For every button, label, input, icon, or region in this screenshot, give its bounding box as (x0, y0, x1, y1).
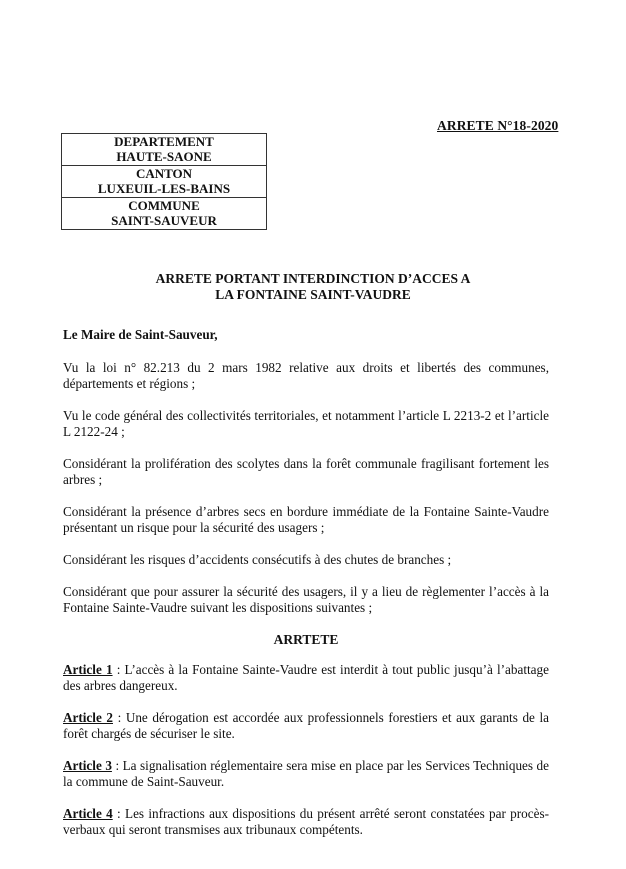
article-label: Article 3 (63, 758, 112, 773)
canton-value: LUXEUIL-LES-BAINS (97, 181, 231, 196)
title-line: ARRETE PORTANT INTERDINCTION D’ACCES A (155, 271, 471, 286)
author-line: Le Maire de Saint-Sauveur, (63, 327, 218, 342)
article-text: : Une dérogation est accordée aux professionnels forestiers et aux garants de la forêt chargés de sécuriser le site. (63, 710, 549, 741)
decree-heading: ARRTETE (273, 632, 339, 647)
article-label: Article 4 (63, 806, 113, 821)
department-value: HAUTE-SAONE (116, 149, 212, 164)
document-title (100, 271, 526, 303)
table-row (62, 134, 267, 166)
canton-label: CANTON (135, 166, 193, 181)
article-paragraph (63, 662, 549, 694)
administrative-header-table (61, 133, 267, 230)
consideration-paragraph: Considérant la présence d’arbres secs en bordure immédiate de la Fontaine Sainte-Vaudre présentant un risque pour la sécurité des usagers ; (63, 504, 549, 535)
canton-cell (62, 166, 267, 198)
article-label: Article 1 (63, 662, 113, 677)
commune-value: SAINT-SAUVEUR (111, 213, 217, 228)
consideration-paragraph: Considérant que pour assurer la sécurité des usagers, il y a lieu de règlementer l’accès à la Fontaine Sainte-Vaudre suivant les dispositions suivantes ; (63, 584, 549, 615)
title-line: LA FONTAINE SAINT-VAUDRE (215, 287, 411, 302)
department-label: DEPARTEMENT (114, 134, 214, 149)
commune-cell (62, 198, 267, 230)
article-text: : L’accès à la Fontaine Sainte-Vaudre est interdit à tout public jusqu’à l’abattage des arbres dangereux. (63, 662, 549, 693)
article-paragraph (63, 806, 549, 838)
consideration-paragraph: Considérant les risques d’accidents consécutifs à des chutes de branches ; (63, 552, 452, 567)
table-row (62, 198, 267, 230)
consideration-paragraph: Vu le code général des collectivités territoriales, et notamment l’article L 2213-2 et l’article L 2122-24 ; (63, 408, 549, 439)
document-body (63, 327, 549, 854)
article-paragraph (63, 710, 549, 742)
consideration-paragraph: Considérant la prolifération des scolytes dans la forêt communale fragilisant fortement les arbres ; (63, 456, 549, 487)
article-label: Article 2 (63, 710, 113, 725)
article-text: : Les infractions aux dispositions du présent arrêté seront constatées par procès-verbaux qui seront transmises aux tribunaux compétents. (63, 806, 549, 837)
article-paragraph (63, 758, 549, 790)
consideration-paragraph: Vu la loi n° 82.213 du 2 mars 1982 relative aux droits et libertés des communes, départements et régions ; (63, 360, 549, 391)
table-row (62, 166, 267, 198)
article-text: : La signalisation réglementaire sera mise en place par les Services Techniques de la commune de Saint-Sauveur. (63, 758, 549, 789)
commune-label: COMMUNE (128, 198, 200, 213)
department-cell (62, 134, 267, 166)
decree-reference: ARRETE N°18-2020 (437, 118, 559, 133)
